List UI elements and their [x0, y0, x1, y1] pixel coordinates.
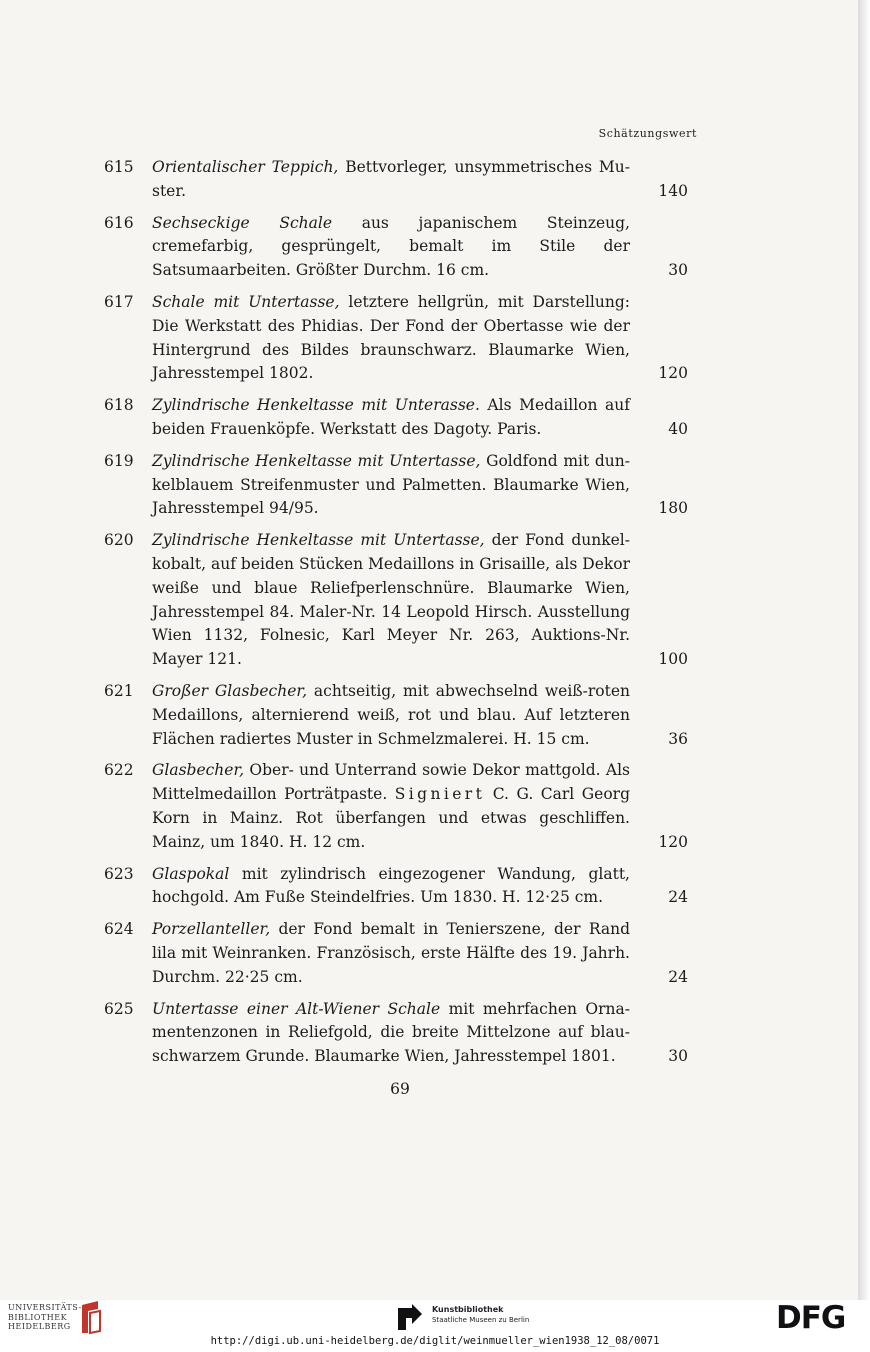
lot-number: 620: [104, 531, 134, 550]
lot-body: letztere hellgrün, mit Darstellung: Die Werkstatt des Phidias. Der Fond der Obertasse wie der Hintergrund des Bildes braunschwarz. Blaumarke Wien, Jahresstempel 1802.: [152, 292, 630, 383]
kunstbibliothek-logo-icon[interactable]: [396, 1302, 424, 1332]
lot-description: [152, 450, 630, 521]
lot-description: [152, 998, 630, 1069]
lot-description: [152, 212, 630, 283]
university-line-3: HEIDELBERG: [8, 1322, 71, 1331]
lot-title: Glaspokal: [152, 864, 230, 883]
university-line-2: BIBLIOTHEK: [8, 1312, 68, 1322]
lot-body-after: C. G. Carl Georg Korn in Mainz. Rot überfangen und etwas geschliffen. Mainz, um 1840. H. 12 cm.: [152, 785, 630, 851]
lot-number: 625: [104, 999, 134, 1018]
lot-estimate: 100: [658, 650, 688, 669]
lot-body: Goldfond mit dunkelblauem Streifenmuster und Palmetten. Blaumarke Wien, Jahresstempel 94/95.: [152, 451, 630, 518]
lot-estimate: 30: [668, 1047, 688, 1066]
catalog-entry: [104, 863, 688, 911]
lot-title: Großer Glasbecher,: [152, 681, 308, 700]
catalog-entry: [104, 529, 688, 672]
lot-title: Zylindrische Henkeltasse mit Untertasse,: [152, 451, 481, 470]
lot-title: Orientalischer Teppich,: [152, 158, 339, 176]
lot-number: 619: [104, 451, 134, 470]
lot-description: [152, 863, 630, 911]
lot-number: 621: [104, 681, 134, 700]
permalink-url[interactable]: http://digi.ub.uni-heidelberg.de/diglit/weinmueller_wien1938_12_08/0071: [210, 1335, 660, 1347]
lot-body: mit mehrfachen Ornamentenzonen in Reliefgold, die breite Mittelzone auf blauschwarzem Grunde. Blaumarke Wien, Jahresstempel 1801.: [152, 999, 630, 1066]
lot-estimate: 40: [668, 419, 688, 438]
catalog-entry: [104, 450, 688, 521]
lot-description: [152, 918, 630, 989]
lot-title: Sechseckige Schale: [152, 213, 333, 232]
page-number: 69: [390, 1080, 410, 1098]
kunstbibliothek-subtitle: Staatliche Museen zu Berlin: [432, 1316, 530, 1324]
lot-number: 615: [104, 158, 134, 176]
kunstbibliothek-name: Kunstbibliothek: [432, 1305, 504, 1314]
lot-title: Porzellanteller,: [152, 920, 271, 939]
catalog-entry: [104, 998, 688, 1069]
catalog-entry: [104, 759, 688, 854]
lot-body: der Fond dunkelkobalt, auf beiden Stücken Medaillons in Grisaille, als Dekor weiße und blaue Reliefperlenschnüre. Blaumarke Wien, Jahresstempel 84. Maler-Nr. 14 Leopold Hirsch. Ausstellung Wien 1132, Folnesic, Karl Meyer Nr. 263, Auktions-Nr. Mayer 121.: [152, 531, 630, 669]
lot-number: 623: [104, 864, 134, 883]
lot-estimate: 120: [658, 832, 688, 851]
university-library-label: [8, 1303, 82, 1332]
lot-estimate: 140: [658, 181, 688, 200]
university-line-1: UNIVERSITÄTS-: [8, 1303, 82, 1312]
lot-estimate: 24: [668, 888, 688, 907]
catalog-entry: [104, 156, 688, 204]
lot-number: 617: [104, 292, 134, 311]
lot-number: 622: [104, 761, 134, 780]
lot-body: achtseitig, mit abwechselnd weiß-roten Medaillons, alternierend weiß, rot und blau. Auf letzteren Flächen radiertes Muster in Schmelzmalerei. H. 15 cm.: [152, 681, 630, 748]
catalog-entry: [104, 918, 688, 989]
lot-description: [152, 529, 630, 672]
lot-number: 616: [104, 213, 134, 232]
lot-estimate: 24: [668, 967, 688, 986]
lot-title: Zylindrische Henkeltasse mit Untertasse,: [152, 531, 485, 550]
lot-body-before: Ober- und Unterrand sowie Dekor mattgold. Als Mittelmedaillon Porträtpaste.: [152, 761, 630, 804]
catalog-entry: [104, 212, 688, 283]
lot-signed-mark: Signiert: [394, 785, 486, 804]
lot-description: [152, 291, 630, 386]
heidelberg-logo-icon[interactable]: [78, 1299, 104, 1335]
dfg-logo[interactable]: DFG: [776, 1300, 846, 1336]
lot-title: Schale mit Untertasse,: [152, 292, 340, 311]
lot-description: [152, 156, 630, 204]
catalog-entries: [104, 156, 688, 1077]
lot-number: 618: [104, 396, 134, 415]
lot-title: Untertasse einer Alt-Wiener Schale: [152, 999, 441, 1018]
lot-title: Glasbecher,: [152, 761, 245, 780]
lot-description: [152, 759, 630, 854]
catalog-entry: [104, 394, 688, 442]
page-edge-shadow: [858, 0, 870, 1300]
lot-number: 624: [104, 920, 134, 939]
lot-body: Als Medaillon auf beiden Frauenköpfe. Werkstatt des Dagoty. Paris.: [152, 396, 630, 438]
lot-body: Bettvorleger, unsymmetrisches Muster.: [152, 158, 630, 200]
catalog-entry: [104, 291, 688, 386]
kunstbibliothek-label: [432, 1305, 529, 1325]
lot-description: [152, 394, 630, 442]
lot-title: Zylindrische Henkeltasse mit Unterasse.: [152, 396, 480, 415]
lot-body: mit zylindrisch eingezogener Wandung, glatt, hochgold. Am Fuße Steindelfries. Um 1830. H. 12·25 cm.: [152, 864, 630, 907]
catalog-entry: [104, 680, 688, 751]
lot-estimate: 30: [668, 261, 688, 280]
lot-body: aus japanischem Steinzeug, cremefarbig, gesprüngelt, bemalt im Stile der Satsumaarbeiten. Größter Durchm. 16 cm.: [152, 213, 630, 280]
lot-description: [152, 680, 630, 751]
lot-body: der Fond bemalt in Tenierszene, der Rand lila mit Weinranken. Französisch, erste Hälfte des 19. Jahrh. Durchm. 22·25 cm.: [152, 920, 630, 986]
column-header-estimate: Schätzungswert: [598, 127, 697, 140]
lot-estimate: 36: [668, 729, 688, 748]
lot-estimate: 120: [658, 364, 688, 383]
lot-estimate: 180: [658, 499, 688, 518]
